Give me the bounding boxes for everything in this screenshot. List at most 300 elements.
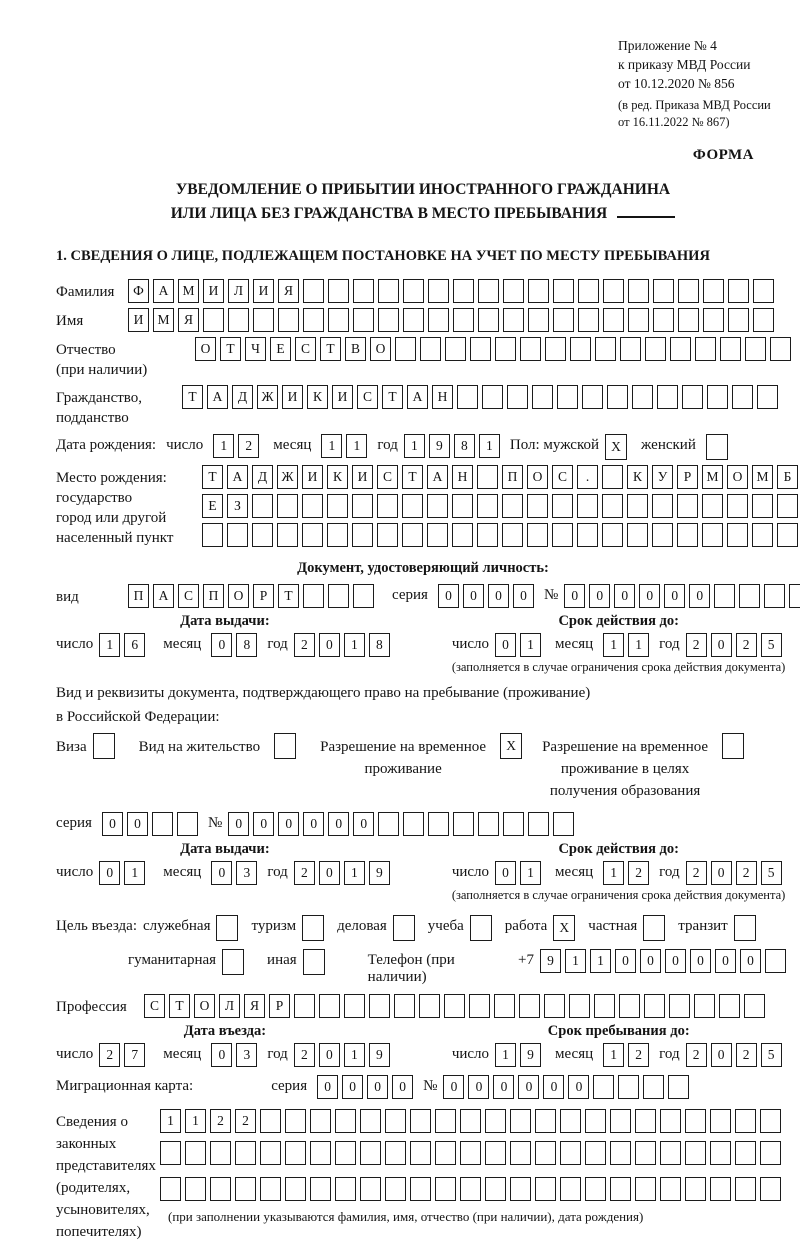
form-cell[interactable] [535,1177,556,1201]
form-cell[interactable]: 9 [369,1043,390,1067]
form-cell[interactable]: 8 [236,633,257,657]
form-cell[interactable]: 1 [160,1109,181,1133]
form-cell[interactable] [353,308,374,332]
form-cell[interactable] [302,915,324,941]
form-cell[interactable] [469,994,490,1018]
form-cell[interactable]: 1 [346,434,367,458]
form-cell[interactable]: 1 [520,633,541,657]
form-cell[interactable] [378,279,399,303]
form-cell[interactable] [527,494,548,518]
form-cell[interactable] [502,494,523,518]
form-cell[interactable]: 1 [213,434,234,458]
form-cell[interactable]: 8 [369,633,390,657]
form-cell[interactable] [185,1177,206,1201]
form-cell[interactable] [760,1141,781,1165]
form-cell[interactable] [685,1109,706,1133]
form-cell[interactable] [453,279,474,303]
form-cell[interactable]: А [153,279,174,303]
form-cell[interactable]: 0 [665,949,686,973]
form-cell[interactable]: М [178,279,199,303]
form-cell[interactable] [702,494,723,518]
form-cell[interactable] [528,812,549,836]
form-cell[interactable]: П [128,584,149,608]
form-cell[interactable]: Ф [128,279,149,303]
form-cell[interactable]: 1 [124,861,145,885]
form-cell[interactable] [528,308,549,332]
form-cell[interactable] [703,279,724,303]
form-cell[interactable]: 1 [479,434,500,458]
form-cell[interactable] [252,523,273,547]
form-cell[interactable] [303,584,324,608]
form-cell[interactable] [302,494,323,518]
form-cell[interactable] [660,1177,681,1201]
form-cell[interactable]: З [227,494,248,518]
form-cell[interactable] [560,1141,581,1165]
form-cell[interactable]: О [727,465,748,489]
form-cell[interactable] [653,279,674,303]
form-cell[interactable] [470,337,491,361]
form-cell[interactable] [202,523,223,547]
form-cell[interactable] [745,337,766,361]
form-cell[interactable]: 1 [565,949,586,973]
form-cell[interactable]: П [203,584,224,608]
form-cell[interactable] [303,308,324,332]
form-cell[interactable] [582,385,603,409]
form-cell[interactable] [702,523,723,547]
form-cell[interactable] [695,337,716,361]
form-cell[interactable]: 0 [211,633,232,657]
form-cell[interactable] [393,915,415,941]
form-cell[interactable]: 2 [294,633,315,657]
form-cell[interactable]: 5 [761,1043,782,1067]
form-cell[interactable] [602,465,623,489]
form-cell[interactable]: 9 [520,1043,541,1067]
form-cell[interactable]: 7 [124,1043,145,1067]
form-cell[interactable] [378,812,399,836]
form-cell[interactable]: 0 [102,812,123,836]
form-cell[interactable] [744,994,765,1018]
form-cell[interactable]: Ж [257,385,278,409]
form-cell[interactable]: 0 [615,949,636,973]
form-cell[interactable] [643,915,665,941]
form-cell[interactable]: С [144,994,165,1018]
form-cell[interactable]: 0 [438,584,459,608]
form-cell[interactable]: А [407,385,428,409]
form-cell[interactable] [403,279,424,303]
form-cell[interactable]: Т [182,385,203,409]
form-cell[interactable] [228,308,249,332]
form-cell[interactable]: 0 [689,584,710,608]
form-cell[interactable]: А [207,385,228,409]
form-cell[interactable]: 0 [715,949,736,973]
form-cell[interactable]: 0 [711,861,732,885]
form-cell[interactable]: О [195,337,216,361]
form-cell[interactable]: 0 [303,812,324,836]
form-cell[interactable] [777,494,798,518]
form-cell[interactable] [510,1141,531,1165]
form-cell[interactable]: Т [169,994,190,1018]
form-cell[interactable]: К [307,385,328,409]
form-cell[interactable] [452,494,473,518]
form-cell[interactable] [485,1141,506,1165]
form-cell[interactable]: 0 [328,812,349,836]
form-cell[interactable]: 0 [690,949,711,973]
form-cell[interactable] [532,385,553,409]
form-cell[interactable] [707,385,728,409]
form-cell[interactable] [428,279,449,303]
form-cell[interactable]: 2 [294,861,315,885]
form-cell[interactable] [610,1177,631,1201]
form-cell[interactable] [519,994,540,1018]
form-cell[interactable]: 0 [342,1075,363,1099]
form-cell[interactable]: 0 [228,812,249,836]
form-cell[interactable]: Ж [277,465,298,489]
form-cell[interactable] [460,1109,481,1133]
form-cell[interactable] [222,949,244,975]
form-cell[interactable] [595,337,616,361]
form-cell[interactable]: 2 [294,1043,315,1067]
form-cell[interactable] [385,1177,406,1201]
form-cell[interactable] [645,337,666,361]
form-cell[interactable]: М [752,465,773,489]
form-cell[interactable]: 0 [211,861,232,885]
form-cell[interactable] [735,1109,756,1133]
form-cell[interactable] [722,733,744,759]
form-cell[interactable]: 2 [686,861,707,885]
form-cell[interactable] [328,279,349,303]
form-cell[interactable] [619,994,640,1018]
form-cell[interactable]: У [652,465,673,489]
form-cell[interactable] [728,279,749,303]
form-cell[interactable] [353,279,374,303]
form-cell[interactable]: 1 [344,1043,365,1067]
form-cell[interactable] [427,523,448,547]
form-cell[interactable] [494,994,515,1018]
form-cell[interactable] [344,994,365,1018]
form-cell[interactable] [227,523,248,547]
form-cell[interactable]: 5 [761,633,782,657]
form-cell[interactable] [560,1109,581,1133]
form-cell[interactable]: И [128,308,149,332]
form-cell[interactable] [260,1177,281,1201]
form-cell[interactable]: И [282,385,303,409]
form-cell[interactable] [457,385,478,409]
form-cell[interactable] [739,584,760,608]
form-cell[interactable]: 2 [736,1043,757,1067]
form-cell[interactable]: 2 [686,633,707,657]
form-cell[interactable]: 0 [367,1075,388,1099]
form-cell[interactable]: 0 [513,584,534,608]
form-cell[interactable] [328,308,349,332]
form-cell[interactable]: Т [278,584,299,608]
form-cell[interactable]: 1 [603,861,624,885]
form-cell[interactable]: Ч [245,337,266,361]
form-cell[interactable] [428,308,449,332]
form-cell[interactable] [235,1141,256,1165]
form-cell[interactable] [557,385,578,409]
form-cell[interactable] [482,385,503,409]
form-cell[interactable] [618,1075,639,1099]
form-cell[interactable]: 0 [319,1043,340,1067]
form-cell[interactable] [160,1141,181,1165]
form-cell[interactable] [369,994,390,1018]
form-cell[interactable]: А [153,584,174,608]
form-cell[interactable]: 2 [99,1043,120,1067]
form-cell[interactable] [394,994,415,1018]
form-cell[interactable]: 6 [124,633,145,657]
form-cell[interactable] [403,308,424,332]
form-cell[interactable] [585,1141,606,1165]
form-cell[interactable] [527,523,548,547]
form-cell[interactable]: И [352,465,373,489]
form-cell[interactable] [760,1109,781,1133]
form-cell[interactable] [578,308,599,332]
form-cell[interactable]: 0 [488,584,509,608]
form-cell[interactable] [719,994,740,1018]
form-cell[interactable]: 1 [520,861,541,885]
form-cell[interactable] [252,494,273,518]
form-cell[interactable] [544,994,565,1018]
form-cell[interactable] [378,308,399,332]
form-cell[interactable]: Т [202,465,223,489]
form-cell[interactable]: С [377,465,398,489]
form-cell[interactable] [607,385,628,409]
form-cell[interactable]: Т [402,465,423,489]
form-cell[interactable]: С [552,465,573,489]
form-cell[interactable]: Л [228,279,249,303]
form-cell[interactable]: 9 [429,434,450,458]
form-cell[interactable] [403,812,424,836]
form-cell[interactable] [310,1141,331,1165]
form-cell[interactable] [510,1177,531,1201]
form-cell[interactable] [593,1075,614,1099]
form-cell[interactable] [757,385,778,409]
form-cell[interactable] [210,1141,231,1165]
form-cell[interactable]: 0 [127,812,148,836]
form-cell[interactable]: 1 [404,434,425,458]
form-cell[interactable] [277,494,298,518]
form-cell[interactable]: Е [270,337,291,361]
form-cell[interactable]: 0 [664,584,685,608]
form-cell[interactable] [477,465,498,489]
form-cell[interactable]: Я [278,279,299,303]
form-cell[interactable] [445,337,466,361]
form-cell[interactable] [578,279,599,303]
form-cell[interactable]: 0 [392,1075,413,1099]
form-cell[interactable] [610,1141,631,1165]
form-cell[interactable]: М [153,308,174,332]
form-cell[interactable] [352,494,373,518]
form-cell[interactable]: 2 [210,1109,231,1133]
form-cell[interactable]: 9 [369,861,390,885]
form-cell[interactable] [420,337,441,361]
form-cell[interactable] [478,279,499,303]
form-cell[interactable]: 2 [686,1043,707,1067]
form-cell[interactable] [385,1141,406,1165]
form-cell[interactable] [535,1141,556,1165]
form-cell[interactable] [628,279,649,303]
form-cell[interactable] [335,1177,356,1201]
form-cell[interactable]: 2 [238,434,259,458]
form-cell[interactable]: X [553,915,575,941]
form-cell[interactable]: 1 [495,1043,516,1067]
form-cell[interactable]: 9 [540,949,561,973]
form-cell[interactable]: 0 [353,812,374,836]
form-cell[interactable] [710,1177,731,1201]
form-cell[interactable] [335,1141,356,1165]
form-cell[interactable]: 0 [564,584,585,608]
form-cell[interactable]: 0 [211,1043,232,1067]
form-cell[interactable]: 0 [495,633,516,657]
form-cell[interactable]: 5 [761,861,782,885]
form-cell[interactable] [585,1109,606,1133]
form-cell[interactable]: 1 [344,861,365,885]
form-cell[interactable] [253,308,274,332]
form-cell[interactable] [727,523,748,547]
form-cell[interactable]: Н [432,385,453,409]
form-cell[interactable]: 0 [740,949,761,973]
form-cell[interactable]: 0 [543,1075,564,1099]
form-cell[interactable] [478,812,499,836]
form-cell[interactable]: С [357,385,378,409]
form-cell[interactable] [235,1177,256,1201]
form-cell[interactable] [677,523,698,547]
form-cell[interactable]: Н [452,465,473,489]
form-cell[interactable] [553,812,574,836]
form-cell[interactable]: 2 [736,861,757,885]
form-cell[interactable] [770,337,791,361]
form-cell[interactable] [694,994,715,1018]
form-cell[interactable] [627,494,648,518]
form-cell[interactable] [303,949,325,975]
form-cell[interactable] [553,308,574,332]
form-cell[interactable] [485,1177,506,1201]
form-cell[interactable]: 0 [278,812,299,836]
form-cell[interactable]: 0 [518,1075,539,1099]
form-cell[interactable] [669,994,690,1018]
form-cell[interactable] [777,523,798,547]
form-cell[interactable]: 1 [628,633,649,657]
form-cell[interactable] [453,812,474,836]
form-cell[interactable] [703,308,724,332]
form-cell[interactable]: 0 [711,633,732,657]
form-cell[interactable] [706,434,728,460]
form-cell[interactable] [327,494,348,518]
form-cell[interactable] [402,523,423,547]
form-cell[interactable] [503,279,524,303]
form-cell[interactable]: 1 [590,949,611,973]
form-cell[interactable]: 0 [468,1075,489,1099]
form-cell[interactable]: П [502,465,523,489]
form-cell[interactable] [278,308,299,332]
form-cell[interactable] [552,523,573,547]
form-cell[interactable] [360,1109,381,1133]
form-cell[interactable]: 1 [99,633,120,657]
form-cell[interactable]: . [577,465,598,489]
form-cell[interactable] [503,308,524,332]
form-cell[interactable] [714,584,735,608]
form-cell[interactable] [635,1141,656,1165]
form-cell[interactable] [764,584,785,608]
form-cell[interactable]: К [627,465,648,489]
form-cell[interactable]: 2 [628,861,649,885]
form-cell[interactable]: 0 [639,584,660,608]
form-cell[interactable] [603,279,624,303]
form-cell[interactable] [734,915,756,941]
form-cell[interactable] [452,523,473,547]
form-cell[interactable] [319,994,340,1018]
form-cell[interactable] [728,308,749,332]
form-cell[interactable] [620,337,641,361]
form-cell[interactable] [177,812,198,836]
form-cell[interactable] [185,1141,206,1165]
form-cell[interactable] [577,523,598,547]
form-cell[interactable]: Т [220,337,241,361]
form-cell[interactable] [294,994,315,1018]
form-cell[interactable]: Б [777,465,798,489]
form-cell[interactable] [552,494,573,518]
form-cell[interactable] [735,1177,756,1201]
form-cell[interactable] [260,1141,281,1165]
form-cell[interactable] [360,1141,381,1165]
form-cell[interactable]: 0 [463,584,484,608]
form-cell[interactable] [727,494,748,518]
form-cell[interactable] [594,994,615,1018]
form-cell[interactable] [352,523,373,547]
form-cell[interactable] [310,1177,331,1201]
form-cell[interactable]: Р [253,584,274,608]
form-cell[interactable]: Д [252,465,273,489]
form-cell[interactable] [560,1177,581,1201]
form-cell[interactable] [335,1109,356,1133]
form-cell[interactable]: Д [232,385,253,409]
form-cell[interactable] [678,308,699,332]
form-cell[interactable] [535,1109,556,1133]
form-cell[interactable] [570,337,591,361]
form-cell[interactable]: О [194,994,215,1018]
form-cell[interactable] [752,494,773,518]
form-cell[interactable]: 0 [319,633,340,657]
form-cell[interactable]: 0 [589,584,610,608]
form-cell[interactable] [427,494,448,518]
form-cell[interactable] [510,1109,531,1133]
form-cell[interactable] [735,1141,756,1165]
form-cell[interactable] [377,523,398,547]
form-cell[interactable] [678,279,699,303]
form-cell[interactable] [410,1177,431,1201]
form-cell[interactable] [216,915,238,941]
form-cell[interactable] [260,1109,281,1133]
form-cell[interactable]: X [605,434,627,460]
form-cell[interactable] [643,1075,664,1099]
form-cell[interactable] [507,385,528,409]
form-cell[interactable]: 0 [495,861,516,885]
form-cell[interactable] [569,994,590,1018]
form-cell[interactable]: 0 [253,812,274,836]
form-cell[interactable] [520,337,541,361]
form-cell[interactable] [628,308,649,332]
form-cell[interactable] [752,523,773,547]
form-cell[interactable] [327,523,348,547]
form-cell[interactable] [732,385,753,409]
form-cell[interactable]: О [228,584,249,608]
form-cell[interactable] [477,523,498,547]
form-cell[interactable]: 1 [344,633,365,657]
form-cell[interactable] [410,1109,431,1133]
form-cell[interactable] [495,337,516,361]
form-cell[interactable]: О [370,337,391,361]
form-cell[interactable] [428,812,449,836]
